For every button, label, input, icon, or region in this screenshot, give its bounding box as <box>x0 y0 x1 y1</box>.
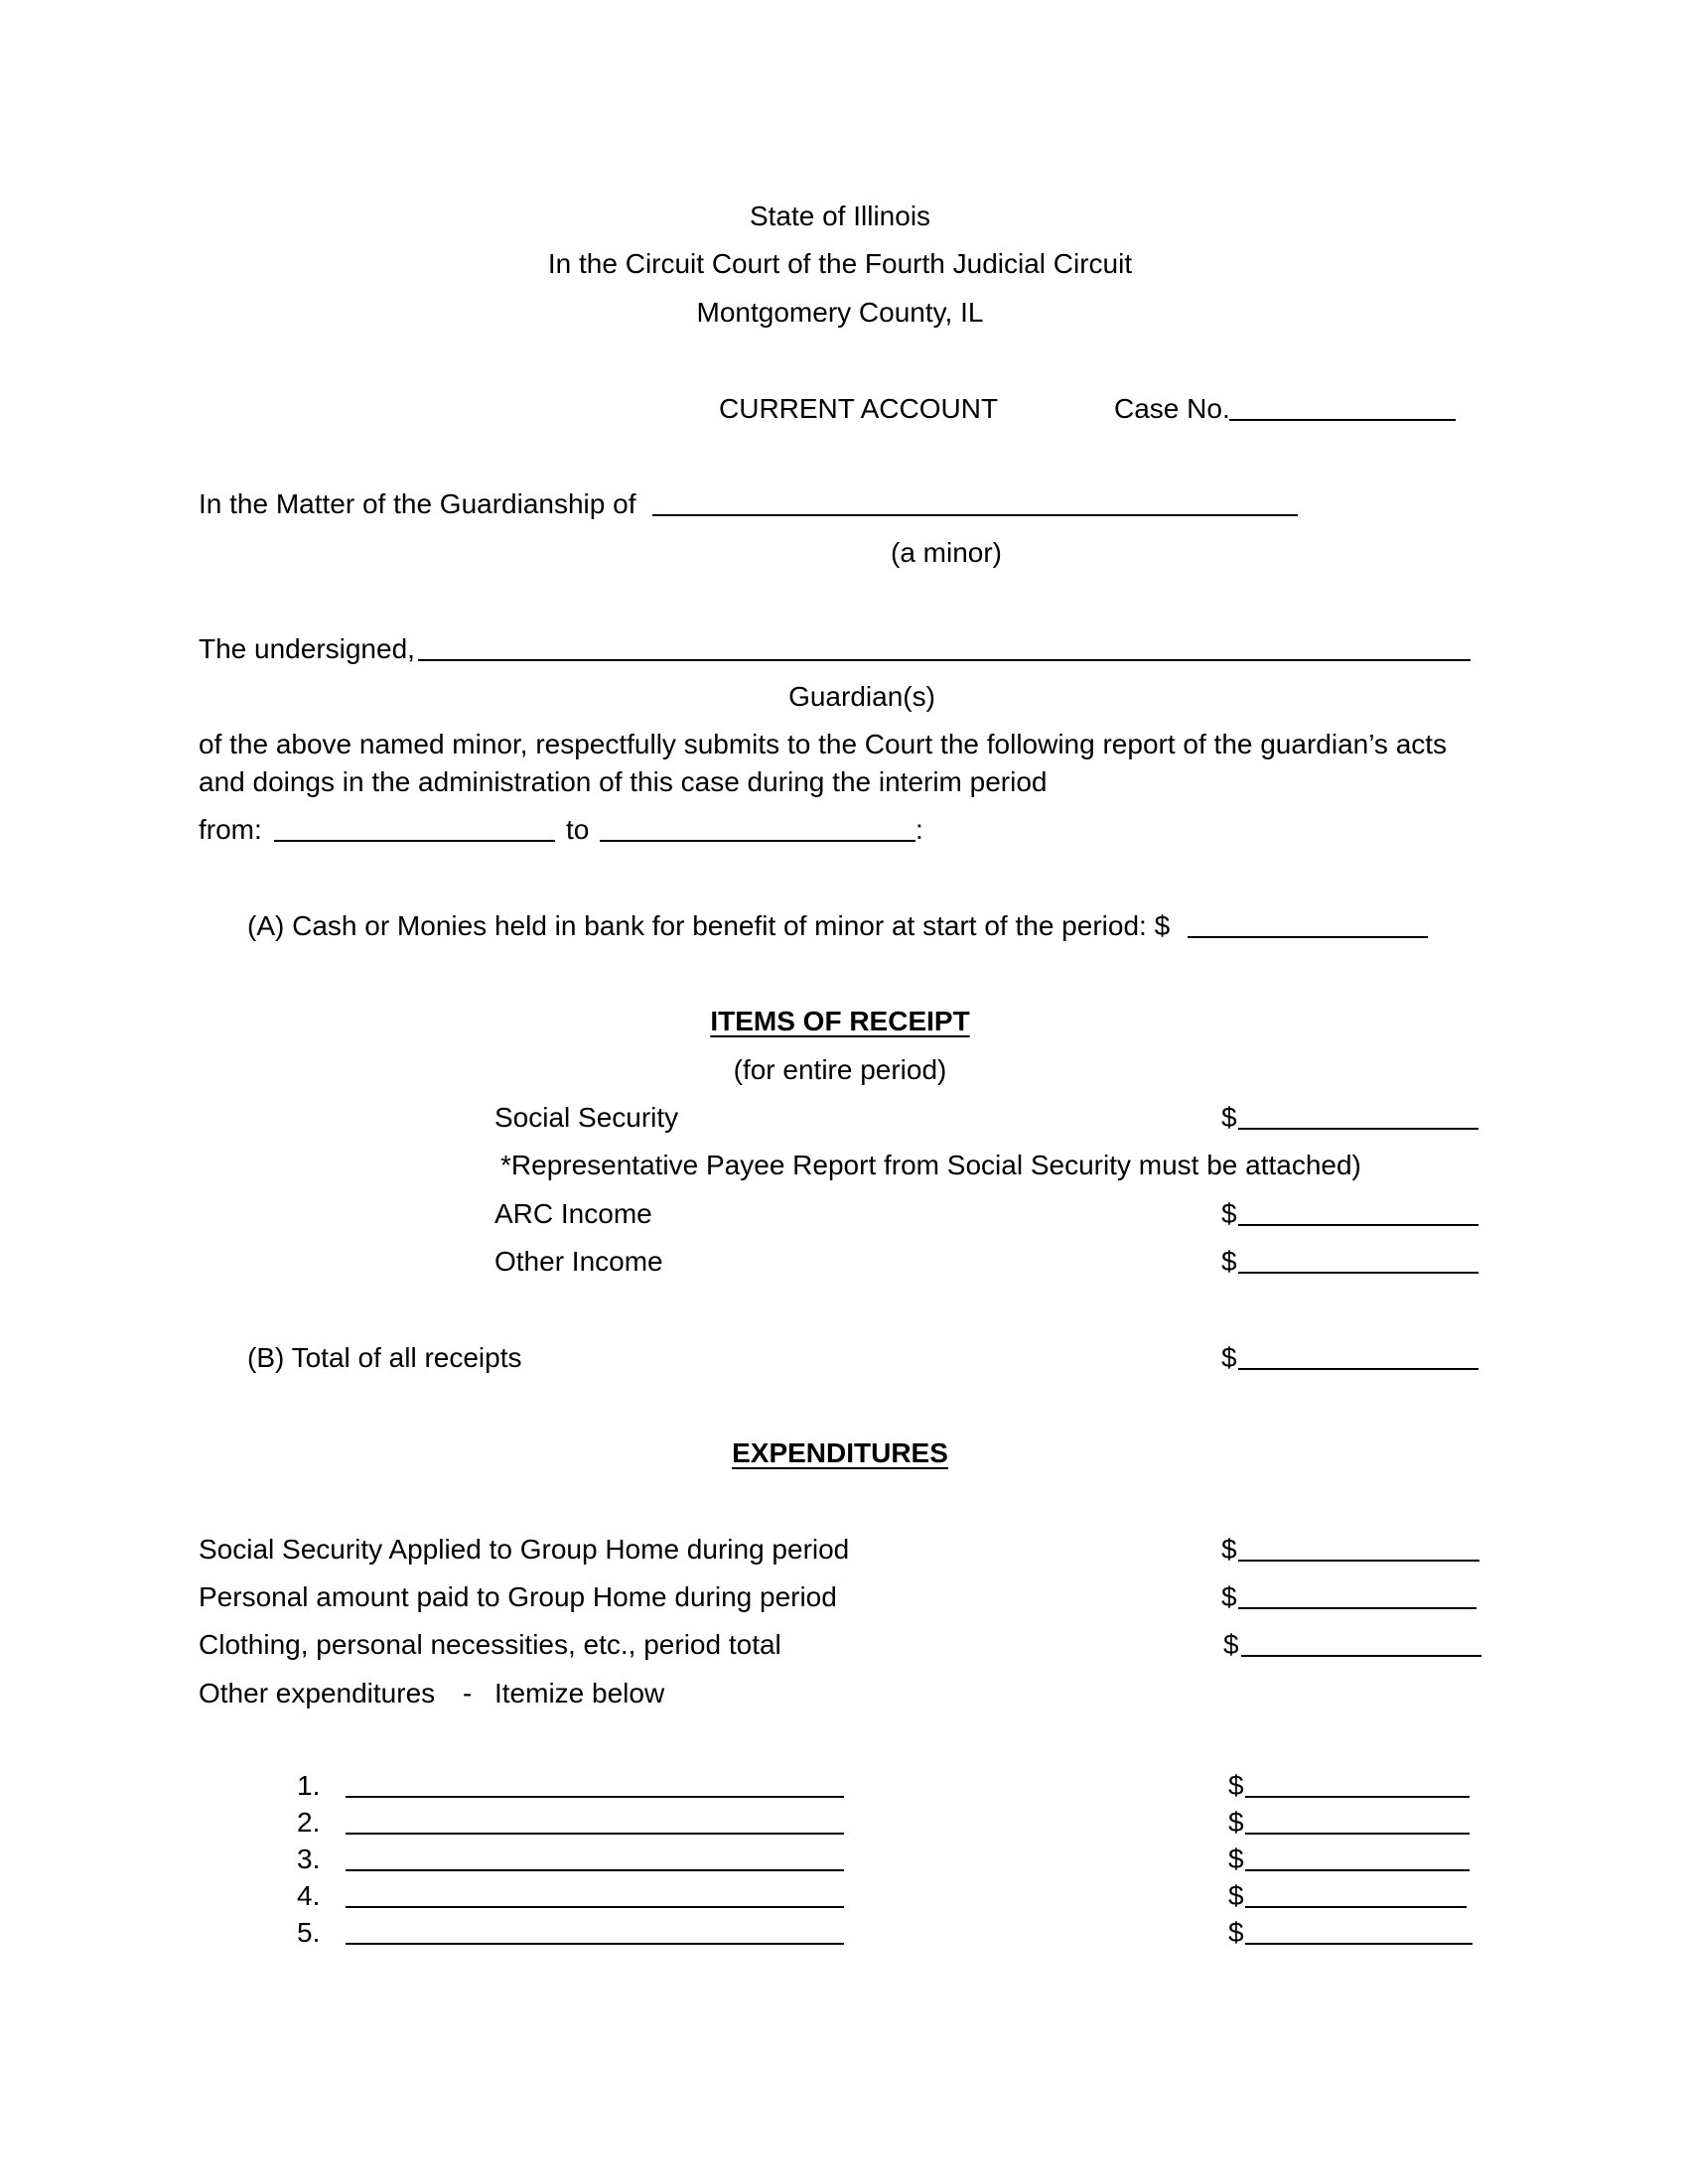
expenditure-currency-personal-amount: $ <box>1221 1581 1237 1612</box>
itemized-amount-field-1[interactable] <box>1245 1796 1470 1798</box>
expenditure-field-personal-amount[interactable] <box>1238 1607 1477 1609</box>
receipt-currency-arc-income: $ <box>1221 1198 1237 1229</box>
itemized-description-field-5[interactable] <box>346 1943 844 1945</box>
receipt-label-arc-income: ARC Income <box>494 1198 652 1229</box>
receipts-subheading: (for entire period) <box>733 1054 947 1085</box>
itemized-description-field-1[interactable] <box>346 1796 844 1798</box>
minor-name-field[interactable] <box>652 514 1298 516</box>
itemized-number-5: 5. <box>297 1917 321 1948</box>
guardian-name-field[interactable] <box>418 659 1471 661</box>
other-expenditures-itemize: Itemize below <box>494 1678 665 1708</box>
expenditure-label-social-security: Social Security Applied to Group Home during period <box>199 1534 850 1565</box>
receipt-currency-social-security: $ <box>1221 1102 1237 1133</box>
itemized-amount-field-2[interactable] <box>1245 1833 1470 1835</box>
itemized-number-4: 4. <box>297 1880 321 1911</box>
receipt-field-arc-income[interactable] <box>1238 1224 1478 1226</box>
minor-caption: (a minor) <box>890 537 1003 568</box>
receipt-label-social-security: Social Security <box>494 1102 679 1133</box>
guardian-caption: Guardian(s) <box>788 681 935 712</box>
itemized-currency-2: $ <box>1228 1807 1244 1838</box>
itemized-currency-1: $ <box>1228 1770 1244 1801</box>
receipt-currency-other-income: $ <box>1221 1246 1237 1277</box>
itemized-description-field-2[interactable] <box>346 1833 844 1835</box>
expenditure-label-clothing: Clothing, personal necessities, etc., period total <box>199 1629 781 1660</box>
receipts-note: *Representative Payee Report from Social Security must be attached) <box>500 1150 1361 1180</box>
header-court: In the Circuit Court of the Fourth Judicial Circuit <box>547 248 1133 279</box>
itemized-description-field-3[interactable] <box>346 1869 844 1871</box>
other-expenditures-dash: - <box>463 1678 473 1708</box>
section-b-currency: $ <box>1221 1342 1237 1373</box>
itemized-number-1: 1. <box>297 1770 321 1801</box>
other-expenditures-label: Other expenditures <box>199 1678 436 1708</box>
section-a-label: (A) Cash or Monies held in bank for benefit of minor at start of the period: $ <box>247 910 1171 941</box>
itemized-currency-5: $ <box>1228 1917 1244 1948</box>
itemized-amount-field-4[interactable] <box>1245 1906 1467 1908</box>
header-county: Montgomery County, IL <box>696 297 984 328</box>
undersigned-label: The undersigned, <box>199 633 415 664</box>
itemized-amount-field-5[interactable] <box>1245 1943 1473 1945</box>
receipt-field-social-security[interactable] <box>1238 1128 1478 1130</box>
receipt-label-other-income: Other Income <box>494 1246 663 1277</box>
report-line-1: of the above named minor, respectfully submits to the Court the following report of the guardian’s acts <box>199 729 1448 759</box>
matter-label: In the Matter of the Guardianship of <box>199 488 636 519</box>
expenditure-label-personal-amount: Personal amount paid to Group Home during period <box>199 1581 837 1612</box>
expenditures-heading: EXPENDITURES <box>732 1437 948 1468</box>
receipt-field-other-income[interactable] <box>1238 1272 1478 1274</box>
to-date-field[interactable] <box>600 840 915 842</box>
expenditure-field-social-security[interactable] <box>1238 1560 1479 1562</box>
itemized-description-field-4[interactable] <box>346 1906 844 1908</box>
section-b-field[interactable] <box>1238 1368 1478 1370</box>
itemized-amount-field-3[interactable] <box>1245 1869 1470 1871</box>
itemized-number-3: 3. <box>297 1843 321 1874</box>
itemized-currency-3: $ <box>1228 1843 1244 1874</box>
itemized-number-2: 2. <box>297 1807 321 1838</box>
header-state: State of Illinois <box>749 201 931 231</box>
from-label: from: <box>199 814 262 845</box>
expenditure-currency-clothing: $ <box>1223 1629 1239 1660</box>
section-a-field[interactable] <box>1188 936 1428 938</box>
form-title: CURRENT ACCOUNT <box>719 393 999 424</box>
case-no-field[interactable] <box>1229 419 1456 421</box>
case-no-label: Case No. <box>1114 393 1230 424</box>
period-colon: : <box>915 814 923 845</box>
to-label: to <box>566 814 590 845</box>
from-date-field[interactable] <box>274 840 555 842</box>
report-line-2: and doings in the administration of this case during the interim period <box>199 766 1048 797</box>
receipts-heading: ITEMS OF RECEIPT <box>710 1006 970 1036</box>
itemized-currency-4: $ <box>1228 1880 1244 1911</box>
expenditure-field-clothing[interactable] <box>1241 1655 1481 1657</box>
section-b-label: (B) Total of all receipts <box>247 1342 522 1373</box>
expenditure-currency-social-security: $ <box>1221 1534 1237 1565</box>
